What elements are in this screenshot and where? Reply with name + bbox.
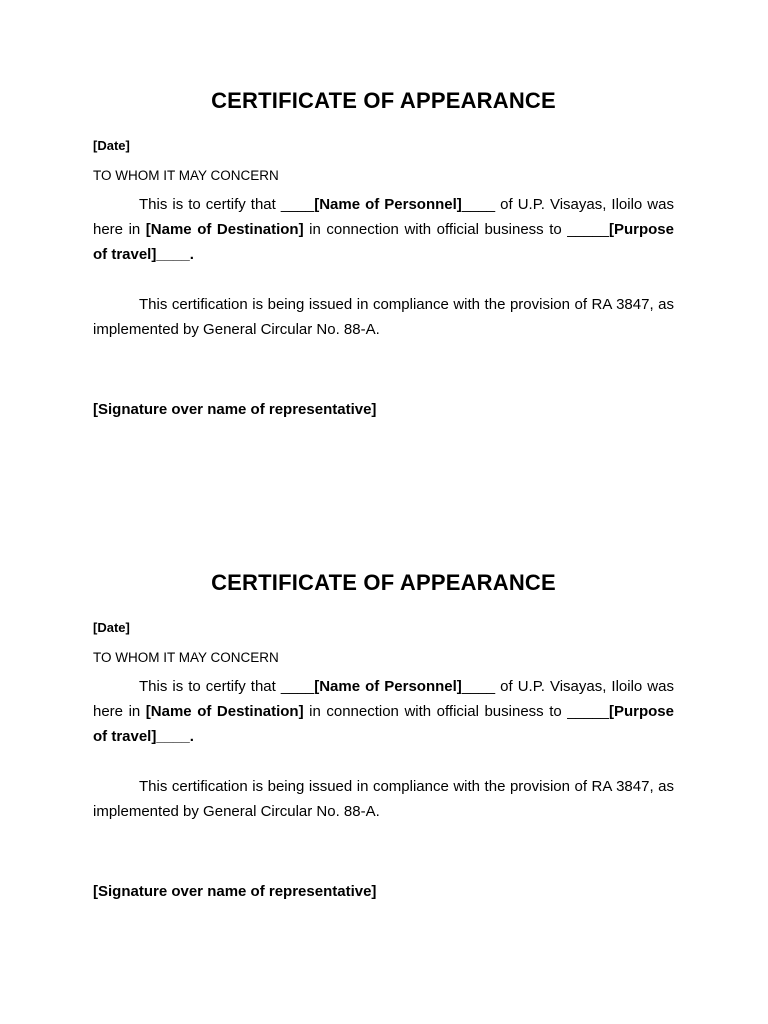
certificate-2 <box>93 568 674 902</box>
date-placeholder: [Date] <box>93 620 130 635</box>
signature-placeholder: [Signature over name of representative] <box>93 401 377 418</box>
signature-placeholder: [Signature over name of representative] <box>93 883 377 900</box>
certificate-1 <box>93 86 674 420</box>
salutation: TO WHOM IT MAY CONCERN <box>93 168 279 183</box>
compliance-paragraph: This certification is being issued in compliance with the provision of RA 3847, as implemented by General Circular No. 88-A. <box>93 296 674 338</box>
name-of-personnel-placeholder: [Name of Personnel] <box>314 196 462 213</box>
compliance-paragraph: This certification is being issued in compliance with the provision of RA 3847, as implemented by General Circular No. 88-A. <box>93 778 674 820</box>
destination-placeholder: [Name of Destination] <box>145 221 304 238</box>
destination-placeholder: [Name of Destination] <box>145 703 304 720</box>
certification-paragraph <box>93 674 674 749</box>
date-placeholder: [Date] <box>93 138 130 153</box>
certificate-title: CERTIFICATE OF APPEARANCE <box>211 88 556 113</box>
name-of-personnel-placeholder: [Name of Personnel] <box>314 678 462 695</box>
purpose-of-travel-placeholder: [Purpose of travel] <box>93 703 674 745</box>
text-segment: in connection with official business to _____ <box>303 703 609 720</box>
text-segment: ____ of U.P. Visayas, Iloilo was here in <box>93 678 674 720</box>
certificate-title: CERTIFICATE OF APPEARANCE <box>211 570 556 595</box>
text-segment: This is to certify that ____ <box>139 678 315 695</box>
text-segment: ____. <box>156 246 194 263</box>
certification-paragraph <box>93 192 674 267</box>
text-segment: in connection with official business to _____ <box>303 221 609 238</box>
text-segment: ____ of U.P. Visayas, Iloilo was here in <box>93 196 674 238</box>
purpose-of-travel-placeholder: [Purpose of travel] <box>93 221 674 263</box>
salutation: TO WHOM IT MAY CONCERN <box>93 650 279 665</box>
text-segment: ____. <box>156 728 194 745</box>
text-segment: This is to certify that ____ <box>139 196 315 213</box>
